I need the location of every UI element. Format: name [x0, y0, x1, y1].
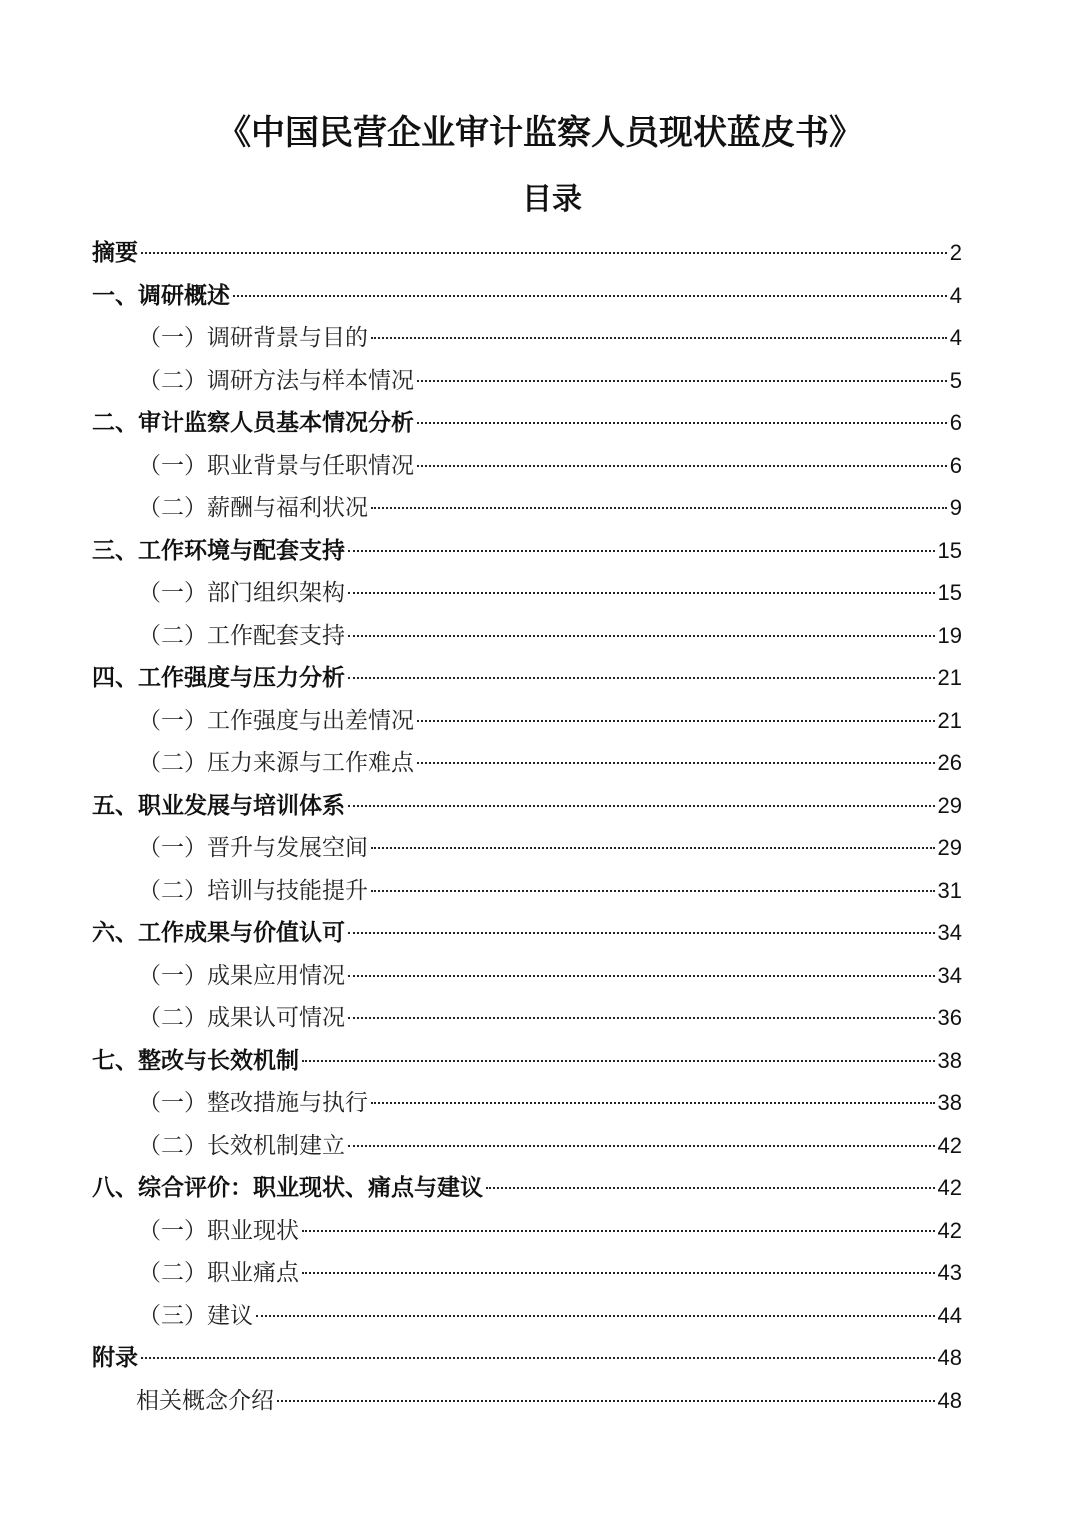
toc-page-number: 48	[937, 1345, 962, 1370]
dot-leader	[256, 1315, 935, 1317]
dot-leader	[233, 295, 947, 297]
toc-entry-title: （一）职业背景与任职情况	[138, 452, 414, 479]
toc-page-number: 6	[949, 452, 962, 478]
toc-entry-section-3-2[interactable]	[92, 615, 962, 658]
toc-entry-title: （一）成果应用情况	[138, 962, 345, 989]
toc-entry-chapter-8[interactable]	[92, 1167, 962, 1210]
toc-entry-title: （一）工作强度与出差情况	[138, 707, 414, 734]
dot-leader	[371, 507, 947, 509]
toc-entry-chapter-1[interactable]	[92, 275, 962, 318]
toc-page-number: 44	[937, 1302, 962, 1328]
toc-entry-title: 附录	[92, 1345, 138, 1371]
toc-page-number: 29	[937, 835, 962, 860]
dot-leader	[141, 1357, 935, 1359]
dot-leader	[302, 1272, 935, 1274]
toc-entry-title: 二、审计监察人员基本情况分析	[92, 410, 414, 436]
toc-entry-chapter-7[interactable]	[92, 1040, 962, 1083]
toc-entry-summary[interactable]	[92, 232, 962, 275]
toc-entry-chapter-4[interactable]	[92, 657, 962, 700]
toc-entry-title: （一）晋升与发展空间	[138, 835, 368, 861]
dot-leader	[371, 1102, 935, 1104]
dot-leader	[302, 1230, 935, 1232]
toc-page-number: 15	[937, 537, 962, 563]
toc-page-number: 15	[937, 580, 962, 605]
toc-entry-section-3-1[interactable]	[92, 572, 962, 615]
dot-leader	[371, 337, 947, 339]
toc-entry-title: 五、职业发展与培训体系	[92, 792, 345, 819]
toc-entry-title: （一）职业现状	[138, 1217, 299, 1244]
toc-entry-section-1-1[interactable]	[92, 317, 962, 360]
toc-page-number: 21	[937, 707, 962, 733]
toc-entry-section-7-1[interactable]	[92, 1082, 962, 1125]
dot-leader	[417, 762, 935, 764]
dot-leader	[348, 635, 935, 637]
dot-leader	[371, 847, 935, 849]
toc-entry-section-6-1[interactable]	[92, 955, 962, 998]
toc-entry-title: （一）调研背景与目的	[138, 325, 368, 351]
toc-entry-title: （二）职业痛点	[138, 1260, 299, 1286]
dot-leader	[417, 380, 947, 382]
toc-entry-title: （二）工作配套支持	[138, 622, 345, 649]
toc-page-number: 42	[937, 1132, 962, 1158]
toc-page-number: 4	[949, 282, 962, 308]
document-title: 《中国民营企业审计监察人员现状蓝皮书》	[217, 113, 863, 153]
dot-leader	[371, 890, 935, 892]
dot-leader	[348, 677, 935, 679]
toc-page-number: 38	[937, 1090, 962, 1115]
toc-entry-title: 一、调研概述	[92, 282, 230, 309]
toc-entry-title: （三）建议	[138, 1302, 253, 1329]
dot-leader	[277, 1400, 935, 1402]
toc-heading: 目录	[522, 182, 582, 217]
toc-page-number: 29	[937, 792, 962, 818]
toc-entry-appendix[interactable]	[92, 1337, 962, 1380]
dot-leader	[348, 1145, 935, 1147]
toc-entry-chapter-6[interactable]	[92, 912, 962, 955]
toc-entry-title: 摘要	[92, 240, 138, 266]
toc-entry-title: 七、整改与长效机制	[92, 1047, 299, 1074]
toc-entry-section-8-1[interactable]	[92, 1210, 962, 1253]
toc-page-number: 34	[937, 962, 962, 988]
toc-entry-title: （二）培训与技能提升	[138, 877, 368, 904]
toc-page-number: 42	[937, 1217, 962, 1243]
dot-leader	[348, 805, 935, 807]
toc-page-number: 43	[937, 1260, 962, 1285]
toc-entry-title: 八、综合评价：职业现状、痛点与建议	[92, 1175, 483, 1201]
toc-entry-title: 四、工作强度与压力分析	[92, 665, 345, 691]
toc-page-number: 31	[937, 877, 962, 903]
toc-entry-title: （一）部门组织架构	[138, 580, 345, 606]
toc-entry-title: （二）成果认可情况	[138, 1005, 345, 1031]
toc-entry-section-4-2[interactable]	[92, 742, 962, 785]
toc-page-number: 26	[937, 750, 962, 775]
toc-entry-section-6-2[interactable]	[92, 997, 962, 1040]
toc-page-number: 4	[949, 325, 962, 350]
dot-leader	[302, 1060, 935, 1062]
toc-entry-section-7-2[interactable]	[92, 1125, 962, 1168]
toc-entry-chapter-5[interactable]	[92, 785, 962, 828]
toc-page-number: 38	[937, 1047, 962, 1073]
toc-entry-section-1-2[interactable]	[92, 360, 962, 403]
toc-page-number: 21	[937, 665, 962, 690]
toc-entry-section-2-1[interactable]	[92, 445, 962, 488]
toc-page-number: 6	[949, 410, 962, 435]
toc-page-number: 2	[949, 240, 962, 265]
toc-page-number: 5	[949, 367, 962, 393]
toc-entry-section-8-2[interactable]	[92, 1252, 962, 1295]
toc-page-number: 9	[949, 495, 962, 520]
toc-entry-title: 相关概念介绍	[136, 1387, 274, 1414]
toc-entry-chapter-2[interactable]	[92, 402, 962, 445]
dot-leader	[486, 1187, 935, 1189]
dot-leader	[348, 975, 935, 977]
dot-leader	[348, 592, 935, 594]
toc-entry-section-8-3[interactable]	[92, 1295, 962, 1338]
toc-entry-title: 三、工作环境与配套支持	[92, 537, 345, 564]
toc-entry-title: 六、工作成果与价值认可	[92, 920, 345, 946]
toc-entry-section-4-1[interactable]	[92, 700, 962, 743]
dot-leader	[417, 465, 947, 467]
dot-leader	[417, 720, 935, 722]
toc-page-number: 48	[937, 1387, 962, 1413]
toc-entry-title: （二）长效机制建立	[138, 1132, 345, 1159]
toc-entry-title: （二）调研方法与样本情况	[138, 367, 414, 394]
toc-page-number: 42	[937, 1175, 962, 1200]
dot-leader	[348, 550, 935, 552]
toc-entry-title: （一）整改措施与执行	[138, 1090, 368, 1116]
toc-page-number: 19	[937, 622, 962, 648]
dot-leader	[348, 932, 935, 934]
toc-entry-chapter-3[interactable]	[92, 530, 962, 573]
dot-leader	[417, 422, 947, 424]
dot-leader	[348, 1017, 935, 1019]
toc-entry-appendix-concepts[interactable]	[92, 1380, 962, 1423]
toc-entry-title: （二）薪酬与福利状况	[138, 495, 368, 521]
toc-page-number: 34	[937, 920, 962, 945]
dot-leader	[141, 252, 947, 254]
toc-entry-section-5-1[interactable]	[92, 827, 962, 870]
table-of-contents	[92, 232, 962, 1422]
toc-entry-title: （二）压力来源与工作难点	[138, 750, 414, 776]
toc-page-number: 36	[937, 1005, 962, 1030]
toc-entry-section-2-2[interactable]	[92, 487, 962, 530]
toc-entry-section-5-2[interactable]	[92, 870, 962, 913]
